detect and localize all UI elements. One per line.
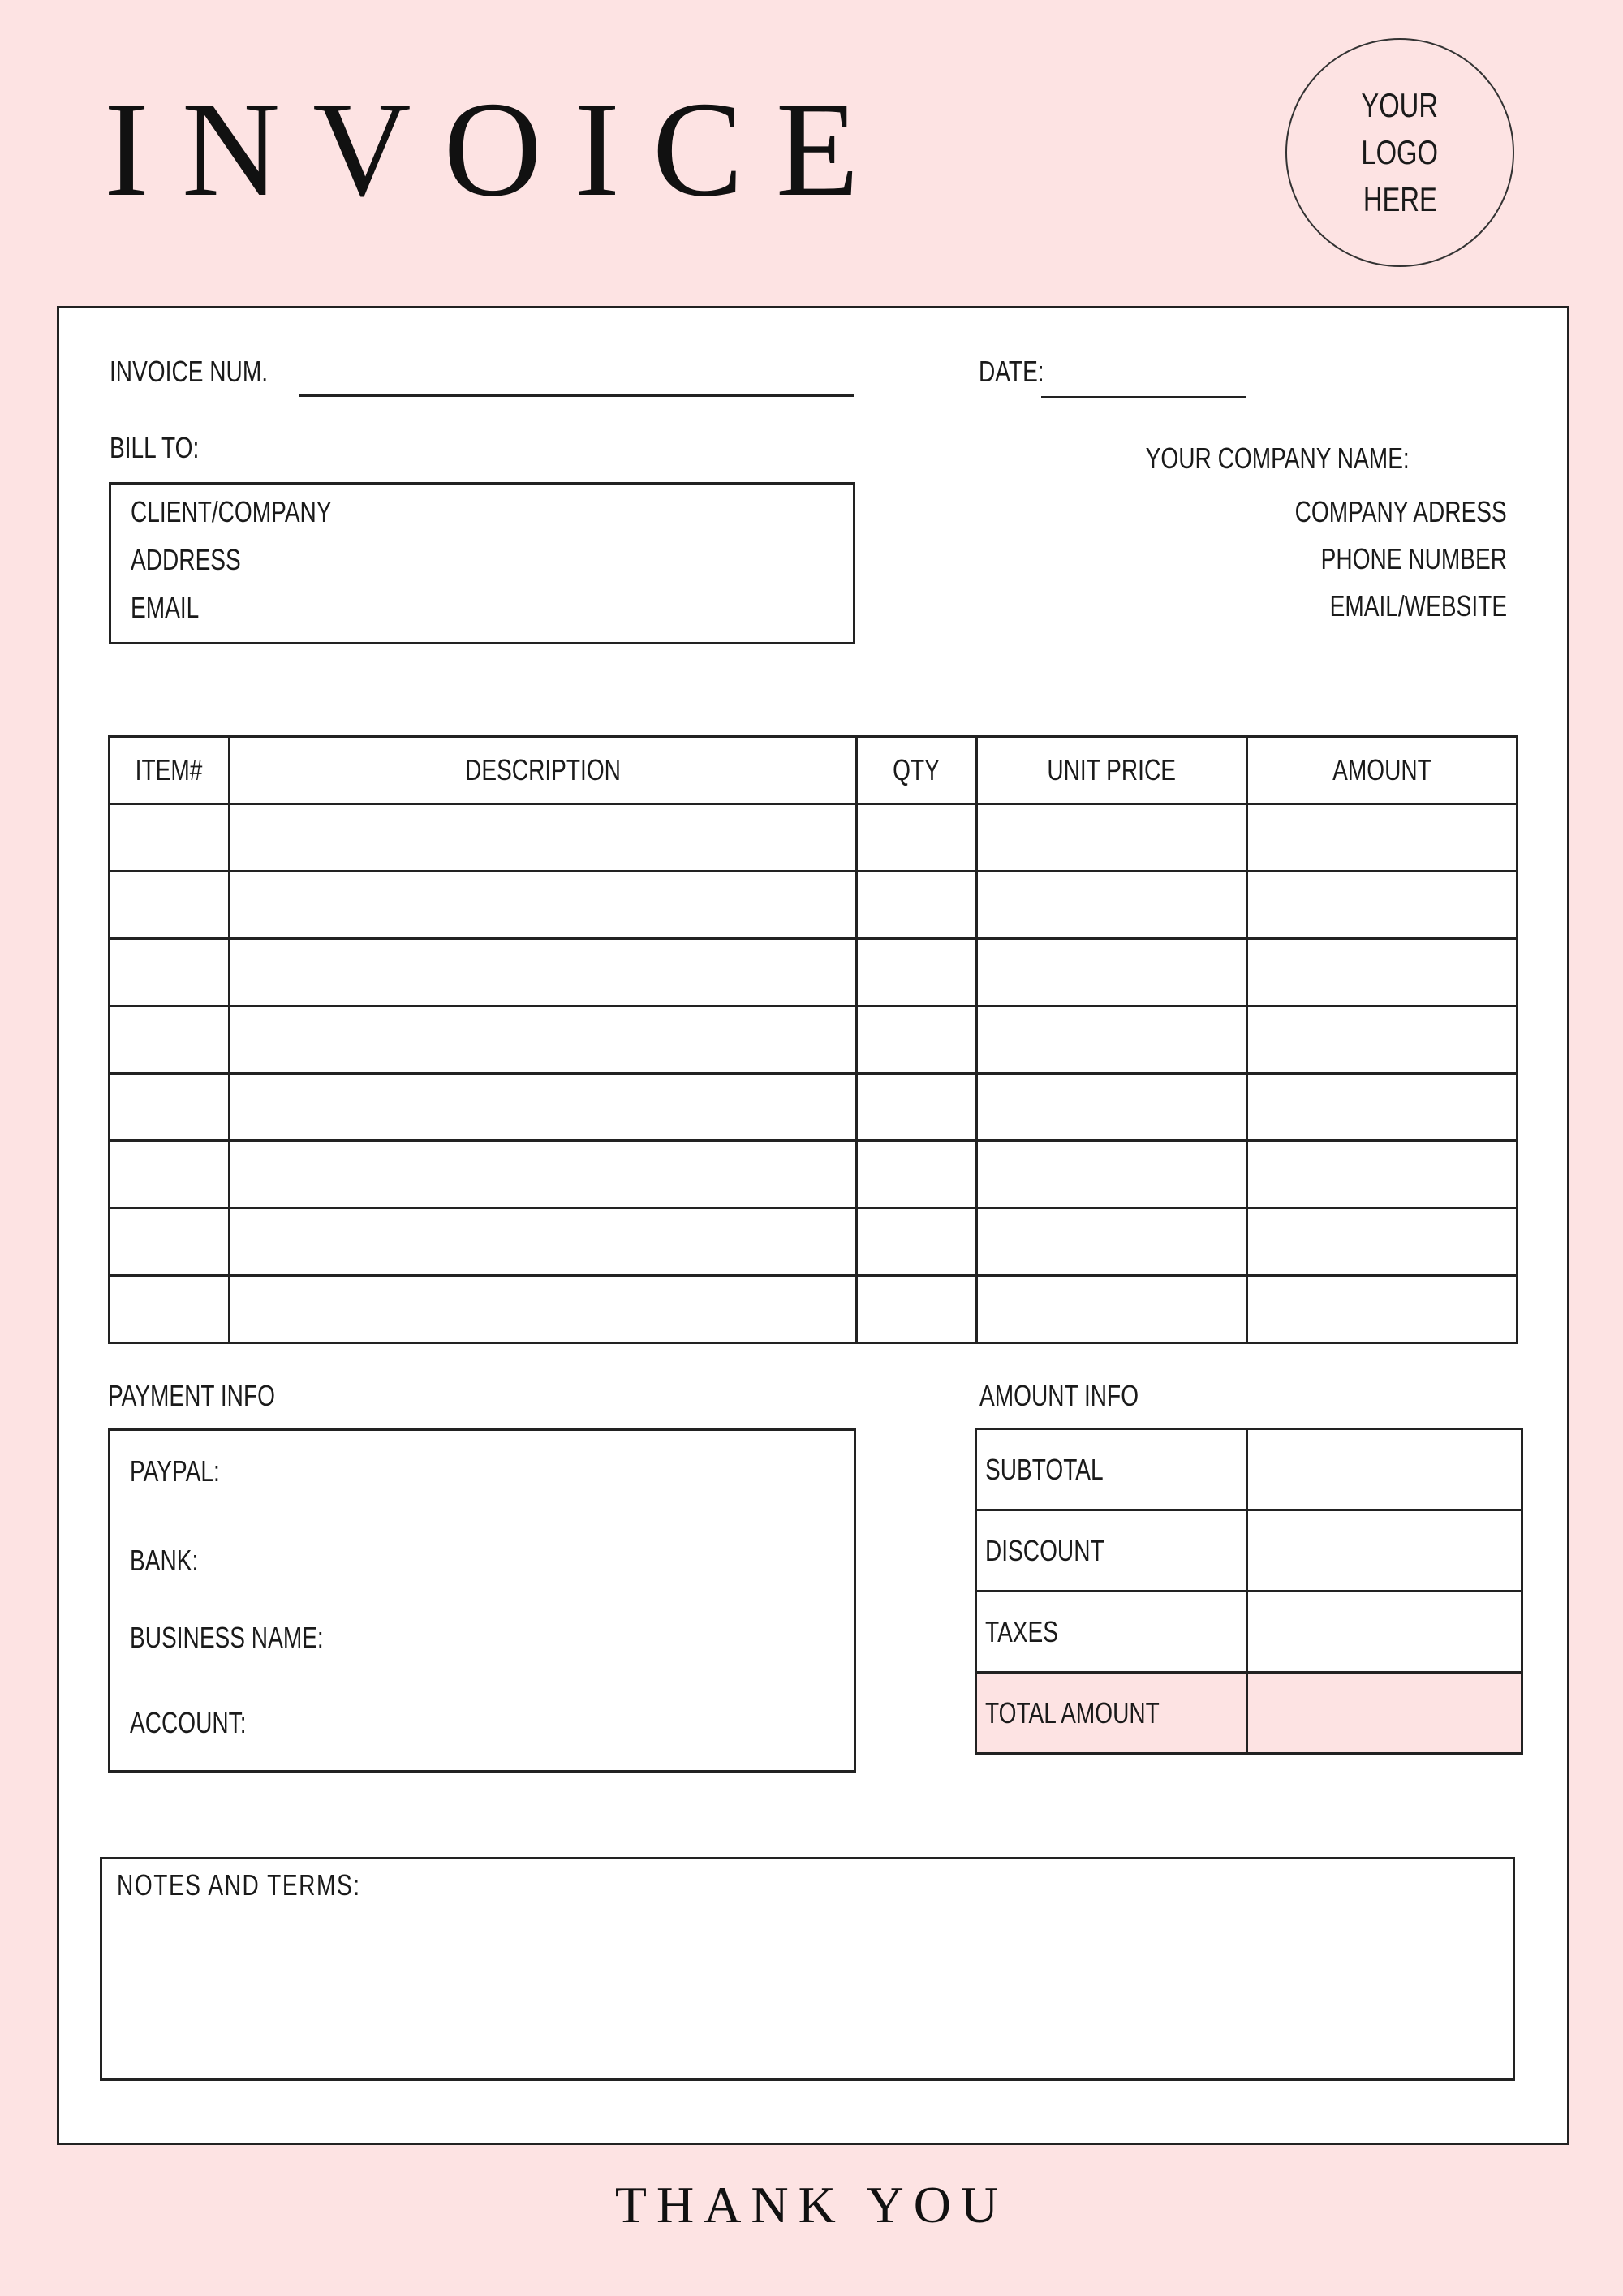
bill-to-label: BILL TO: <box>110 431 200 464</box>
qty-cell[interactable] <box>857 872 977 939</box>
payment-info-label: PAYMENT INFO <box>108 1379 275 1412</box>
table-row <box>110 1208 1518 1276</box>
date-label: DATE: <box>979 355 1044 388</box>
taxes-row <box>976 1592 1522 1673</box>
table-row <box>110 939 1518 1006</box>
amount-cell[interactable] <box>1247 1141 1518 1208</box>
item-number-cell[interactable] <box>110 1074 230 1141</box>
qty-cell[interactable] <box>857 1276 977 1343</box>
item-number-cell[interactable] <box>110 1141 230 1208</box>
table-row <box>110 872 1518 939</box>
amount-cell[interactable] <box>1247 1208 1518 1276</box>
company-phone: PHONE NUMBER <box>1320 542 1507 575</box>
total-amount-value[interactable] <box>1247 1673 1522 1754</box>
date-field[interactable] <box>1041 396 1246 398</box>
invoice-num-label: INVOICE NUM. <box>110 355 269 388</box>
subtotal-row <box>976 1429 1522 1510</box>
description-cell[interactable] <box>230 1006 857 1074</box>
logo-placeholder <box>1285 38 1514 267</box>
business-name-label: BUSINESS NAME: <box>130 1621 324 1654</box>
logo-line: YOUR <box>1361 86 1439 124</box>
unit-price-cell[interactable] <box>977 804 1247 872</box>
unit-price-cell[interactable] <box>977 1074 1247 1141</box>
discount-value[interactable] <box>1247 1510 1522 1592</box>
company-email-website: EMAIL/WEBSITE <box>1329 589 1507 622</box>
amount-cell[interactable] <box>1247 804 1518 872</box>
logo-line: LOGO <box>1361 133 1439 171</box>
company-name-label: YOUR COMPANY NAME: <box>1145 442 1410 475</box>
company-address: COMPANY ADRESS <box>1294 495 1507 528</box>
amount-cell[interactable] <box>1247 1006 1518 1074</box>
items-table <box>108 735 1518 1344</box>
header-amount: AMOUNT <box>1247 737 1518 804</box>
header-unit-price: UNIT PRICE <box>977 737 1247 804</box>
payment-info-box[interactable] <box>108 1428 856 1773</box>
description-cell[interactable] <box>230 1074 857 1141</box>
description-cell[interactable] <box>230 1141 857 1208</box>
amount-info-label: AMOUNT INFO <box>979 1379 1139 1412</box>
bank-label: BANK: <box>130 1544 199 1577</box>
invoice-num-field[interactable] <box>299 394 854 397</box>
table-row <box>110 1276 1518 1343</box>
unit-price-cell[interactable] <box>977 1276 1247 1343</box>
subtotal-label: SUBTOTAL <box>976 1429 1247 1510</box>
description-cell[interactable] <box>230 939 857 1006</box>
unit-price-cell[interactable] <box>977 1141 1247 1208</box>
discount-row <box>976 1510 1522 1592</box>
invoice-title: INVOICE <box>104 74 892 225</box>
qty-cell[interactable] <box>857 939 977 1006</box>
logo-line: HERE <box>1363 180 1437 218</box>
taxes-value[interactable] <box>1247 1592 1522 1673</box>
unit-price-cell[interactable] <box>977 1208 1247 1276</box>
header-description: DESCRIPTION <box>230 737 857 804</box>
description-cell[interactable] <box>230 1276 857 1343</box>
table-row <box>110 1074 1518 1141</box>
amount-cell[interactable] <box>1247 1074 1518 1141</box>
item-number-cell[interactable] <box>110 1006 230 1074</box>
qty-cell[interactable] <box>857 1074 977 1141</box>
description-cell[interactable] <box>230 1208 857 1276</box>
description-cell[interactable] <box>230 872 857 939</box>
unit-price-cell[interactable] <box>977 1006 1247 1074</box>
thank-you-text: THANK YOU <box>614 2176 1009 2234</box>
header-item-number: ITEM# <box>110 737 230 804</box>
notes-terms-box[interactable] <box>100 1857 1515 2081</box>
account-label: ACCOUNT: <box>130 1706 247 1739</box>
total-amount-row <box>976 1673 1522 1754</box>
amount-info-table <box>975 1428 1523 1755</box>
taxes-label: TAXES <box>976 1592 1247 1673</box>
header-qty: QTY <box>857 737 977 804</box>
bill-to-address: ADDRESS <box>131 543 241 576</box>
invoice-sheet <box>57 306 1569 2145</box>
qty-cell[interactable] <box>857 1208 977 1276</box>
amount-cell[interactable] <box>1247 939 1518 1006</box>
notes-terms-label: NOTES AND TERMS: <box>117 1868 361 1902</box>
item-number-cell[interactable] <box>110 1276 230 1343</box>
table-row <box>110 1141 1518 1208</box>
paypal-label: PAYPAL: <box>130 1454 220 1488</box>
description-cell[interactable] <box>230 804 857 872</box>
unit-price-cell[interactable] <box>977 939 1247 1006</box>
amount-cell[interactable] <box>1247 872 1518 939</box>
total-amount-label: TOTAL AMOUNT <box>976 1673 1247 1754</box>
bill-to-box[interactable] <box>109 482 855 644</box>
table-row <box>110 804 1518 872</box>
subtotal-value[interactable] <box>1247 1429 1522 1510</box>
bill-to-email: EMAIL <box>131 591 200 624</box>
table-row <box>110 1006 1518 1074</box>
qty-cell[interactable] <box>857 1141 977 1208</box>
items-header-row <box>110 737 1518 804</box>
item-number-cell[interactable] <box>110 872 230 939</box>
qty-cell[interactable] <box>857 804 977 872</box>
bill-to-client: CLIENT/COMPANY <box>131 495 332 528</box>
discount-label: DISCOUNT <box>976 1510 1247 1592</box>
item-number-cell[interactable] <box>110 939 230 1006</box>
item-number-cell[interactable] <box>110 804 230 872</box>
item-number-cell[interactable] <box>110 1208 230 1276</box>
qty-cell[interactable] <box>857 1006 977 1074</box>
unit-price-cell[interactable] <box>977 872 1247 939</box>
amount-cell[interactable] <box>1247 1276 1518 1343</box>
